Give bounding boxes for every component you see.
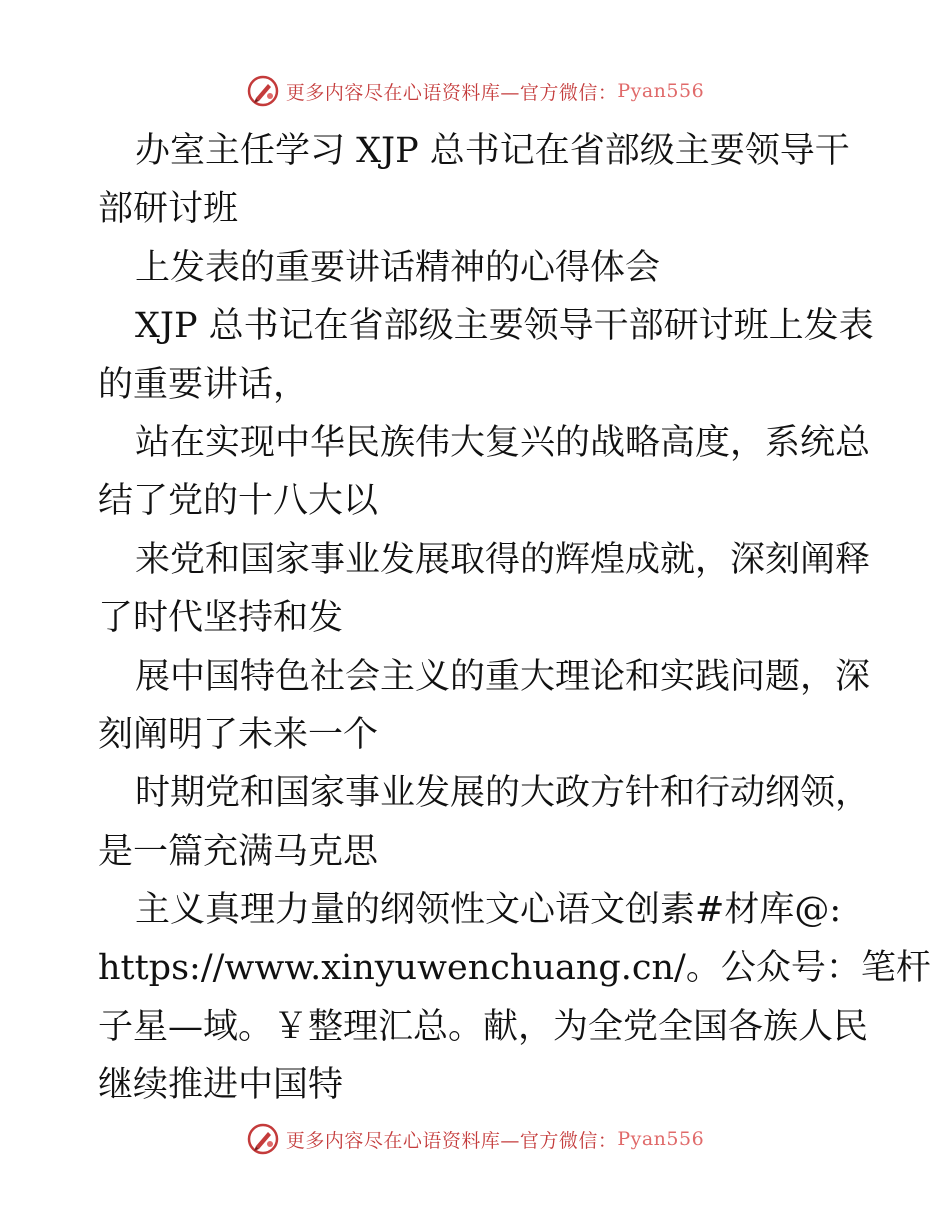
text-line: 上发表的重要讲话精神的心得体会 (135, 247, 661, 288)
text-line: 子星—域。￥整理汇总。献，为全党全国各族人民 (98, 1006, 869, 1047)
text-line: 部研讨班 (98, 189, 239, 230)
banner-contact: Pyan556 (617, 80, 705, 102)
text-line: https://www.xinyuwenchuang.cn/。公众号：笔杆 (98, 948, 931, 989)
text-line: 展中国特色社会主义的重大理论和实践问题，深 (135, 656, 871, 697)
text-line: 办室主任学习 XJP 总书记在省部级主要领导干 (135, 131, 850, 171)
text-line: 了时代坚持和发 (98, 598, 344, 639)
text-line: 刻阐明了未来一个 (98, 714, 379, 755)
text-line: 结了党的十八大以 (98, 481, 379, 522)
text-line: 是一篇充满马克思 (98, 831, 379, 872)
text-line: 站在实现中华民族伟大复兴的战略高度，系统总 (135, 422, 871, 463)
text-line: 主义真理力量的纲领性文心语文创素#材库@: (135, 890, 842, 931)
banner-contact: Pyan556 (617, 1128, 705, 1150)
pen-logo-icon (246, 74, 280, 108)
document-body (98, 122, 931, 1115)
text-line: 继续推进中国特 (98, 1065, 344, 1106)
text-line: XJP 总书记在省部级主要领导干部研讨班上发表 (135, 306, 874, 347)
banner-text: 更多内容尽在心语资料库—官方微信： (285, 81, 618, 104)
text-line: 时期党和国家事业发展的大政方针和行动纲领， (135, 773, 871, 814)
banner-text: 更多内容尽在心语资料库—官方微信： (285, 1129, 618, 1152)
footer-watermark-banner (0, 1122, 950, 1156)
header-watermark-banner (0, 74, 950, 108)
text-line: 来党和国家事业发展取得的辉煌成就，深刻阐释 (135, 539, 871, 580)
pen-logo-icon (246, 1122, 280, 1156)
text-line: 的重要讲话， (98, 364, 309, 405)
